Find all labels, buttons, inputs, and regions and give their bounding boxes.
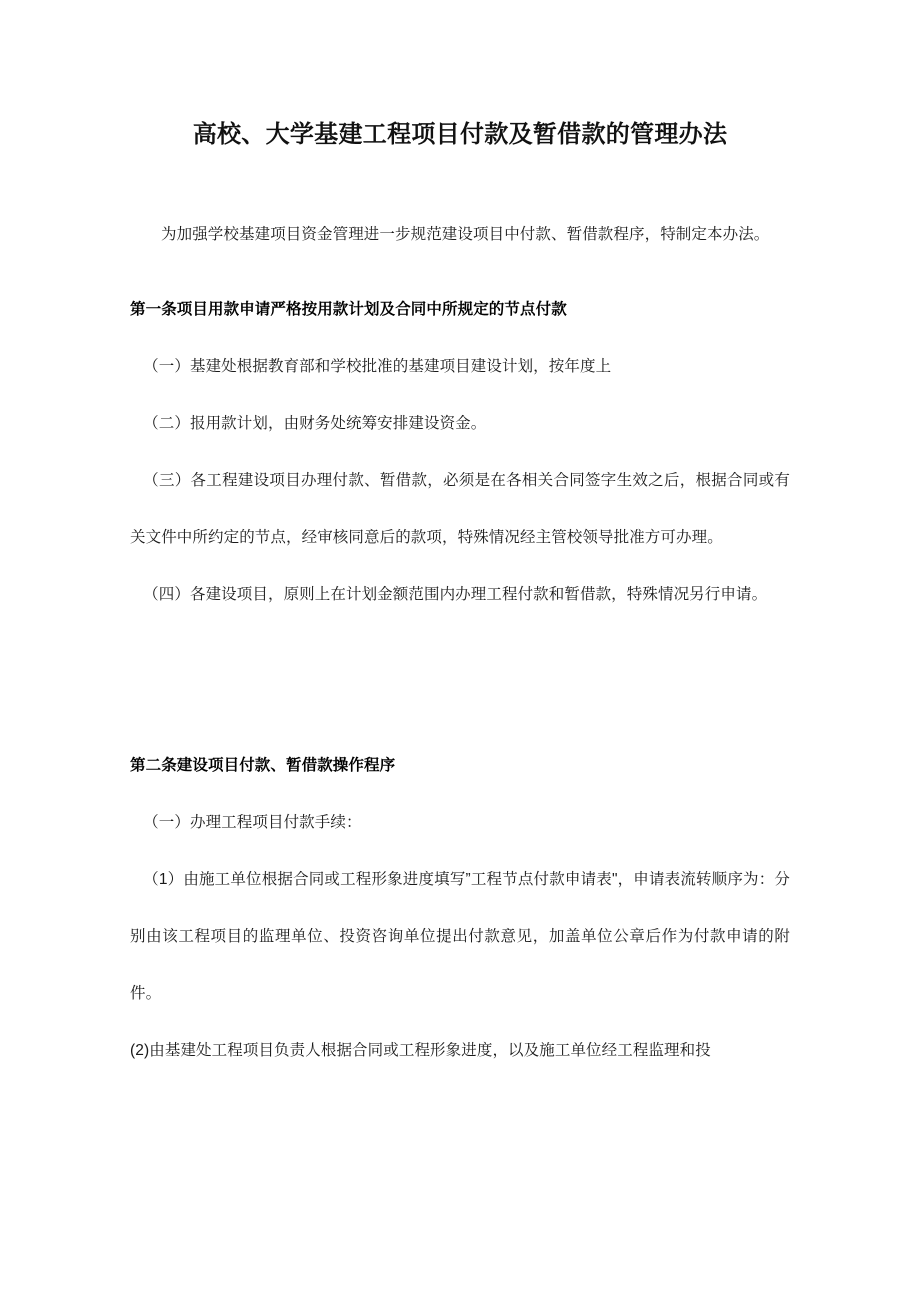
article-one-item-2: （二）报用款计划，由财务处统筹安排建设资金。: [143, 415, 487, 432]
article-two-item-1: （一）办理工程项目付款手续：: [143, 814, 362, 831]
section-heading-article-one: 第一条项目用款申请严格按用款计划及合同中所规定的节点付款: [130, 301, 567, 318]
article-two-subitem-2: (2)由基建处工程项目负责人根据合同或工程形象进度，以及施工单位经工程监理和投: [130, 1042, 711, 1059]
article-one-item-4: （四）各建设项目，原则上在计划金额范围内办理工程付款和暂借款，特殊情况另行申请。: [143, 586, 768, 603]
section-spacer: [130, 623, 790, 737]
intro-paragraph: 为加强学校基建项目资金管理进一步规范建设项目中付款、暂借款程序，特制定本办法。: [161, 226, 770, 243]
section-heading-article-two: 第二条建设项目付款、暂借款操作程序: [130, 757, 396, 774]
article-one-item-3: （三）各工程建设项目办理付款、暂借款，必须是在各相关合同签字生效之后，根据合同或有关文件中所约定的节点，经审核同意后的款项，特殊情况经主管校领导批准方可办理。: [130, 472, 790, 546]
article-one-item-1: （一）基建处根据教育部和学校批准的基建项目建设计划，按年度上: [143, 358, 612, 375]
article-two-subitem-1: （1）由施工单位根据合同或工程形象进度填写”工程节点付款申请表"，申请表流转顺序为：分别由该工程项目的监理单位、投资咨询单位提出付款意见，加盖单位公章后作为付款申请的附件。: [130, 871, 790, 1002]
page-title: 高校、大学基建工程项目付款及暂借款的管理办法: [192, 121, 728, 148]
document-body: [130, 0, 790, 1079]
